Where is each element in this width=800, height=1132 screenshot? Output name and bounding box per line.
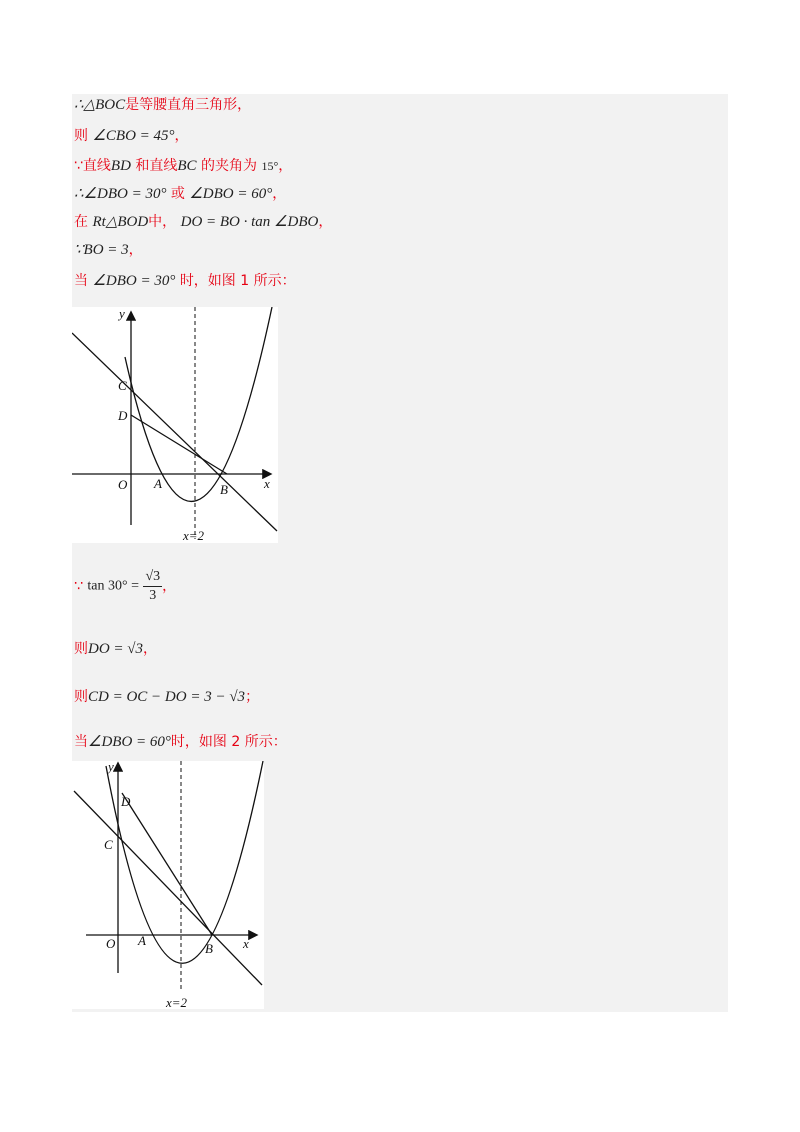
figure-2	[72, 761, 264, 1009]
text: 和直线	[135, 158, 178, 174]
fraction-numerator: √3	[143, 568, 162, 587]
line-4	[74, 185, 286, 203]
point-a: A	[154, 476, 162, 491]
text: ，	[272, 186, 287, 202]
math-expr: ∠DBO = 30°	[92, 273, 176, 289]
text: 时，如图 2 所示：	[170, 734, 287, 750]
line-6	[74, 241, 143, 259]
fraction-denominator: 3	[149, 588, 157, 603]
text: ∵直线	[74, 158, 111, 174]
point-d: D	[118, 408, 128, 423]
text: ；	[245, 689, 260, 705]
line-5	[74, 213, 332, 231]
math-expr: BC	[177, 158, 197, 174]
math-expr: ∴△BOC	[74, 97, 126, 113]
figure-1	[72, 307, 278, 543]
text: 中，	[148, 214, 177, 230]
point-b: B	[205, 941, 213, 956]
line-7	[74, 272, 296, 290]
math-expr: BD	[110, 158, 131, 174]
text: 则	[74, 689, 88, 705]
text: 当	[74, 273, 88, 289]
parabola	[106, 761, 263, 963]
text: 或	[170, 186, 185, 202]
text: ，	[174, 128, 189, 144]
text: ，	[162, 578, 177, 595]
x-label: x	[264, 476, 270, 491]
math-expr: Rt△BOD	[92, 214, 149, 230]
math-expr: ∠DBO = 60°	[189, 186, 273, 202]
line-9	[74, 640, 157, 658]
point-c: C	[118, 378, 127, 393]
point-a: A	[138, 933, 146, 948]
math-expr: ∵BO = 3	[74, 242, 129, 258]
math-expr: ∠CBO = 45°	[92, 128, 175, 144]
symmetry-label: x=2	[183, 528, 205, 543]
line-11	[74, 733, 287, 751]
text: 当	[74, 734, 88, 750]
line-10	[74, 688, 259, 706]
text: 在	[74, 214, 88, 230]
math-expr: 15°	[261, 159, 279, 173]
line-8	[74, 568, 176, 605]
text: ∵	[74, 578, 83, 595]
math-expr: DO = BO · tan ∠DBO	[180, 214, 319, 230]
symmetry-label: x=2	[166, 995, 188, 1009]
x-label: x	[243, 936, 249, 951]
text: 的夹角为	[201, 158, 257, 174]
text: ，	[318, 214, 333, 230]
fraction	[143, 568, 162, 605]
parabola	[125, 307, 272, 501]
text: 则	[74, 641, 88, 657]
math-expr: ∴∠DBO = 30°	[74, 186, 167, 202]
text: ，	[143, 641, 158, 657]
math-expr: DO = √3	[88, 641, 144, 657]
figure-1-graph	[72, 307, 278, 543]
point-c: C	[104, 837, 113, 852]
math-expr: CD = OC − DO = 3 − √3	[88, 689, 246, 705]
point-o: O	[106, 936, 116, 951]
text: 是等腰直角三角形，	[125, 97, 252, 113]
line-bc	[72, 333, 277, 531]
point-o: O	[118, 477, 128, 492]
text: ，	[128, 242, 143, 258]
y-label: y	[119, 307, 125, 321]
text: 则	[74, 128, 88, 144]
point-d: D	[121, 794, 131, 809]
line-2	[74, 127, 189, 145]
figure-2-graph	[72, 761, 264, 1009]
line-bd	[131, 415, 227, 474]
point-b: B	[220, 482, 228, 497]
math-expr: tan 30° =	[87, 578, 139, 594]
text: 时，如图 1 所示：	[179, 273, 296, 289]
text: ，	[278, 158, 293, 174]
line-bd	[122, 793, 212, 935]
y-label: y	[108, 761, 114, 774]
math-expr: ∠DBO = 60°	[88, 734, 171, 750]
line-1	[74, 96, 251, 114]
line-3	[74, 157, 292, 175]
